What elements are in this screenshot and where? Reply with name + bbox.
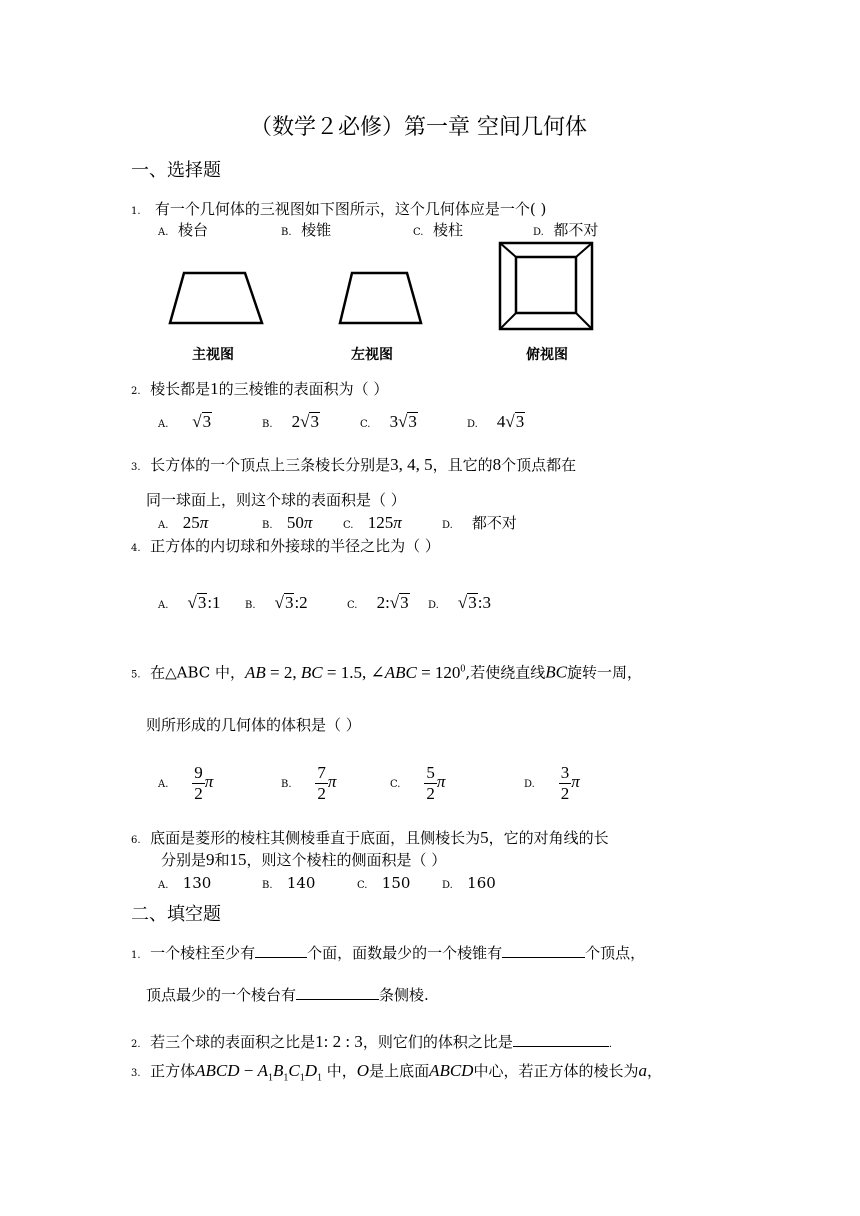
q1-option-d: D. 都不对 bbox=[533, 221, 599, 239]
q4-option-a: A. √3:1 bbox=[158, 593, 221, 612]
q2-option-c: C. 3√3 bbox=[360, 412, 417, 431]
fill-question-1-line-2: 顶点最少的一个棱台有 条侧棱. bbox=[146, 986, 429, 1004]
caption-side-view: 左视图 bbox=[351, 347, 393, 363]
q5-option-a: A. $\frac{9}{2}$ π bbox=[158, 762, 214, 803]
answer-blank[interactable] bbox=[513, 1032, 609, 1047]
question-3: 3. 长方体的一个顶点上三条棱长分别是3, 4, 5，且它的8个顶点都在 bbox=[131, 455, 577, 474]
question-6-line-2: 分别是9和15，则这个棱柱的侧面积是（ ） bbox=[161, 850, 447, 869]
question-5-line-2: 则所形成的几何体的体积是（ ） bbox=[146, 716, 361, 734]
section-heading-fill: 二、填空题 bbox=[131, 904, 221, 925]
section-heading-choice: 一、选择题 bbox=[131, 160, 221, 181]
question-1 bbox=[131, 200, 546, 221]
q5-option-d: D. $\frac{3}{2}$ π bbox=[524, 762, 580, 803]
q6-option-d: D. 160 bbox=[442, 874, 496, 892]
question-text: 有一个几何体的三视图如下图所示，这个几何体应是一个( ) bbox=[154, 200, 547, 218]
answer-blank[interactable] bbox=[502, 943, 585, 958]
q6-option-a: A. 130 bbox=[158, 874, 212, 892]
caption-front-view: 主视图 bbox=[192, 347, 234, 363]
q1-option-c: C. 棱柱 bbox=[413, 221, 464, 239]
front-view-figure bbox=[160, 268, 270, 328]
page-title: （数学２必修）第一章 空间几何体 bbox=[250, 115, 587, 140]
q4-option-d: D. √3:3 bbox=[428, 593, 491, 612]
q3-option-a: A. 25π bbox=[158, 513, 209, 532]
question-5: 5. 在△ABC 中，AB = 2, BC = 1.5, ∠ABC = $120^0$,若使绕直线BC旋转一周， bbox=[131, 662, 642, 682]
q1-option-a: A. 棱台 bbox=[158, 221, 208, 239]
q3-option-c: C. 125π bbox=[343, 513, 402, 532]
fill-question-1: 1. 一个棱柱至少有 个面，面数最少的一个棱锥有 个顶点， bbox=[131, 944, 646, 962]
q2-option-a: A. √3 bbox=[158, 412, 212, 431]
q5-option-c: C. $\frac{5}{2}$ π bbox=[390, 762, 446, 803]
answer-blank[interactable] bbox=[255, 943, 307, 958]
q6-option-b: B. 140 bbox=[262, 874, 316, 892]
q4-option-c: C. 2:√3 bbox=[347, 593, 409, 612]
caption-top-view: 俯视图 bbox=[526, 347, 568, 363]
q2-option-b: B. 2√3 bbox=[262, 412, 319, 431]
fill-question-2: 2. 若三个球的表面积之比是1: 2 : 3，则它们的体积之比是 . bbox=[131, 1032, 613, 1051]
q4-option-b: B. √3:2 bbox=[245, 593, 308, 612]
question-number: 1. bbox=[131, 206, 141, 217]
side-view-figure bbox=[335, 268, 430, 328]
q3-option-d: D. 都不对 bbox=[442, 514, 517, 532]
question-6: 6. 底面是菱形的棱柱其侧棱垂直于底面，且侧棱长为5，它的对角线的长 bbox=[131, 828, 609, 847]
q2-option-d: D. 4√3 bbox=[467, 412, 525, 431]
q5-option-b: B. $\frac{7}{2}$ π bbox=[281, 762, 337, 803]
q1-option-b: B. 棱锥 bbox=[281, 221, 332, 239]
question-4: 4. 正方体的内切球和外接球的半径之比为（ ） bbox=[131, 537, 440, 555]
q6-option-c: C. 150 bbox=[357, 874, 411, 892]
question-2: 2. 棱长都是1的三棱锥的表面积为（ ） bbox=[131, 379, 389, 398]
question-3-line-2: 同一球面上，则这个球的表面积是（ ） bbox=[146, 491, 406, 509]
answer-blank[interactable] bbox=[296, 985, 379, 1000]
q3-option-b: B. 50π bbox=[262, 513, 313, 532]
top-view-figure bbox=[497, 240, 597, 332]
fill-question-3: 3. 正方体ABCD − $A_1B_1C_1D_1$ 中，O是上底面ABCD中心，若正方体的棱长为a， bbox=[131, 1061, 662, 1084]
